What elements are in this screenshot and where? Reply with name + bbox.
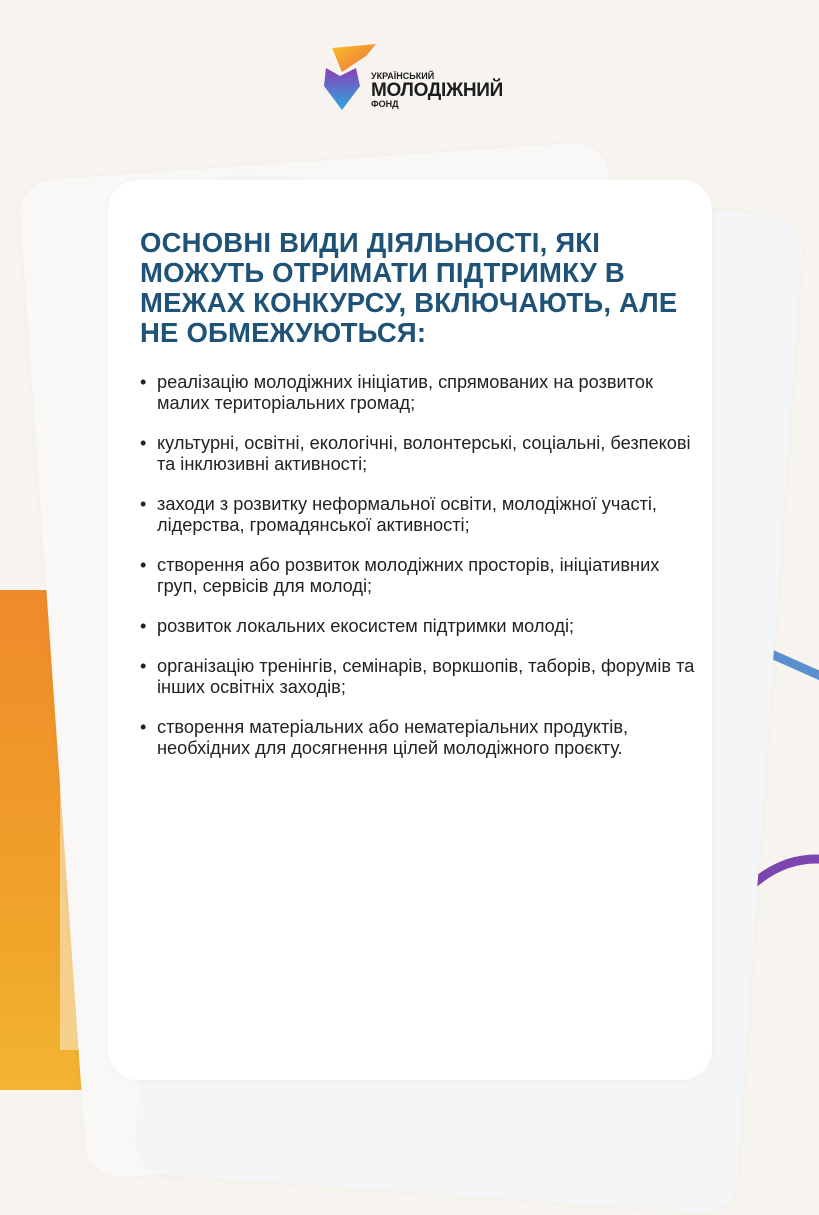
activities-list <box>140 372 700 778</box>
bullet-icon: • <box>140 555 147 575</box>
bullet-icon: • <box>140 717 147 737</box>
bullet-icon: • <box>140 372 147 392</box>
page-title: ОСНОВНІ ВИДИ ДІЯЛЬНОСТІ, ЯКІ МОЖУТЬ ОТРИМАТИ ПІДТРИМКУ В МЕЖАХ КОНКУРСУ, ВКЛЮЧАЮТЬ, АЛЕ НЕ ОБМЕЖУЮТЬСЯ: <box>140 227 678 348</box>
list-item: • створення або розвиток молодіжних просторів, ініціативних груп, сервісів для молоді; <box>140 555 660 596</box>
bullet-icon: • <box>140 616 147 636</box>
list-item: • культурні, освітні, екологічні, волонтерські, соціальні, безпекові та інклюзивні активності; <box>140 433 691 474</box>
bullet-icon: • <box>140 656 147 676</box>
logo-line-3: ФОНД <box>371 99 399 109</box>
logo <box>320 42 510 114</box>
list-item: • реалізацію молодіжних ініціатив, спрямованих на розвиток малих територіальних громад; <box>140 372 653 413</box>
list-item: • заходи з розвитку неформальної освіти, молодіжної участі, лідерства, громадянської активності; <box>140 494 657 535</box>
logo-line-2: МОЛОДІЖНИЙ <box>371 80 504 101</box>
list-item: • розвиток локальних екосистем підтримки молоді; <box>140 616 575 636</box>
list-item: • створення матеріальних або нематеріальних продуктів, необхідних для досягнення цілей молодіжного проєкту. <box>140 717 629 758</box>
bullet-icon: • <box>140 494 147 514</box>
logo-line-1: УКРАЇНСЬКИЙ <box>371 71 435 81</box>
list-item: • організацію тренінгів, семінарів, воркшопів, таборів, форумів та інших освітніх заходів; <box>140 656 695 697</box>
bullet-icon: • <box>140 433 147 453</box>
